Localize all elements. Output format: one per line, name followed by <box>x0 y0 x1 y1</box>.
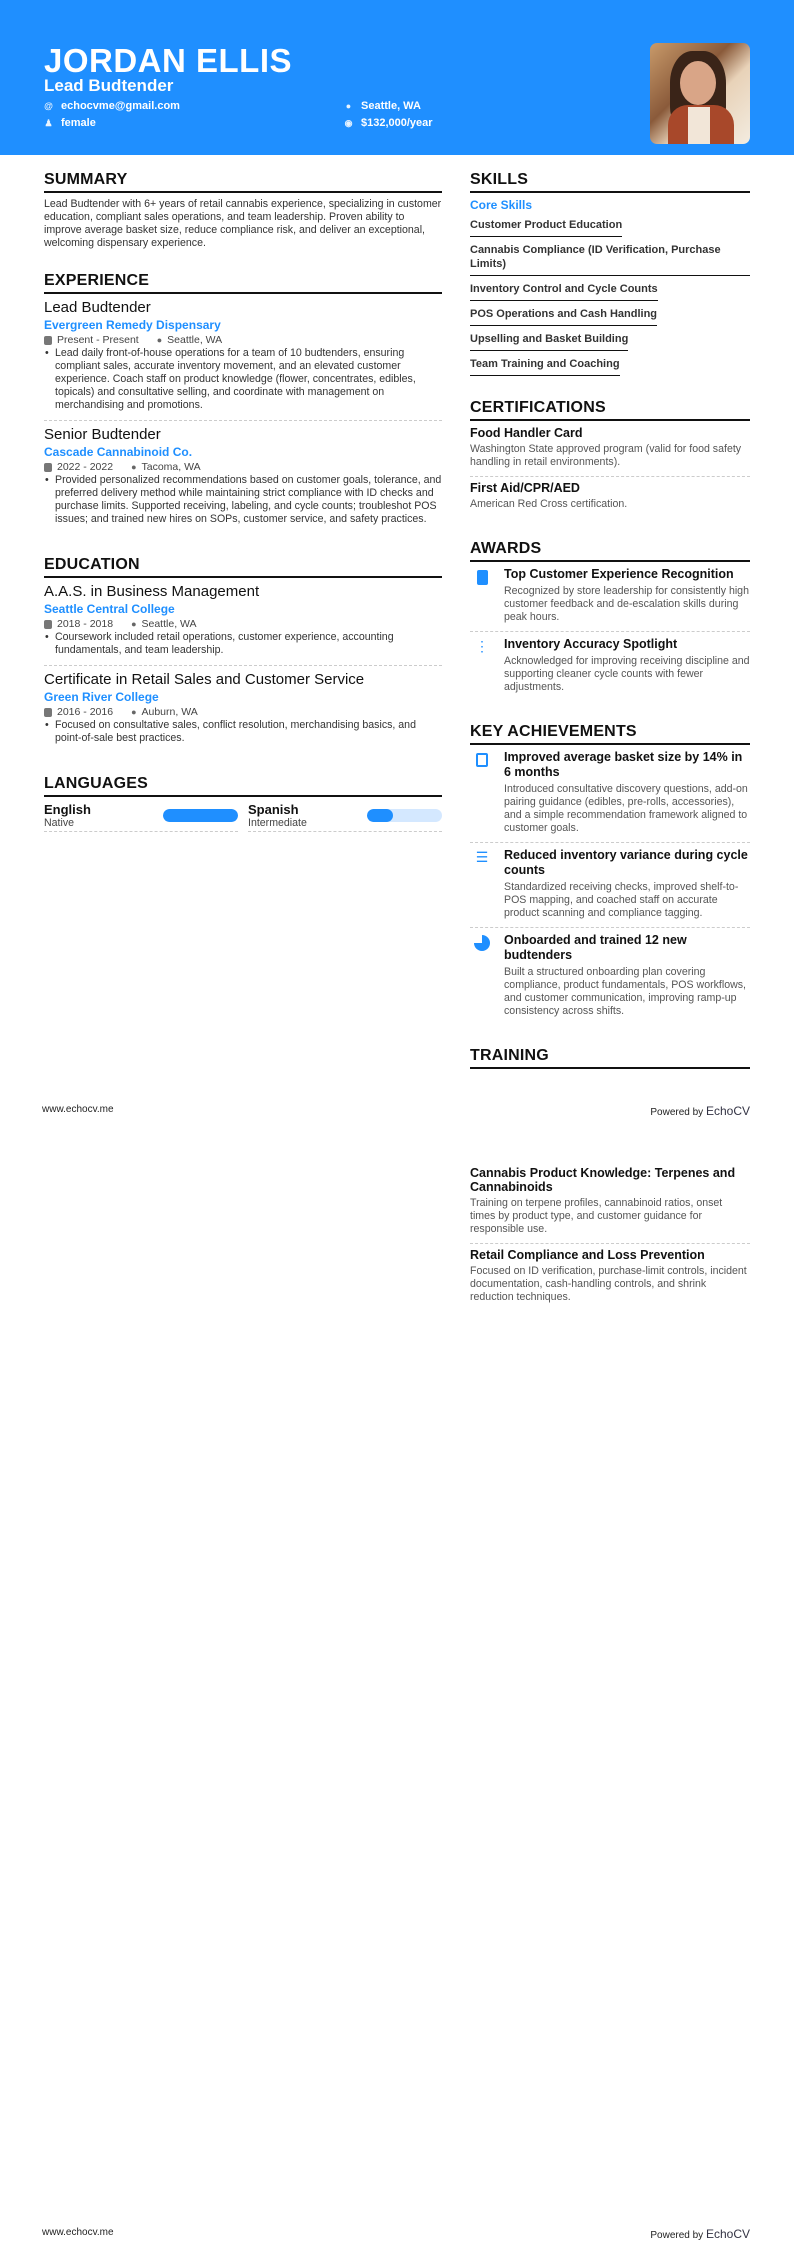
certification-item <box>470 426 750 477</box>
brand-logo: EchoCV <box>705 2227 750 2241</box>
skill-group-title: Core Skills <box>470 198 533 212</box>
header <box>0 0 794 155</box>
bullet: • Provided personalized recommendations based on customer goals, tolerance, and preferred delivery method while maintaining strict compliance with ID checks and purchase limits. Supported receiving, labeling, and cycle counts; troubleshot POS issues; and trained new hires on SOPs, customer service, and safety practices. <box>44 474 442 526</box>
summary-text: Lead Budtender with 6+ years of retail cannabis experience, specializing in customer education, compliant sales operations, and team leadership. Proven ability to improve average basket size, reduce compliance risk, and deliver an exceptional, welcoming dispensary experience. <box>44 198 442 249</box>
section-heading: TRAINING <box>470 1047 750 1069</box>
award-item <box>470 637 750 701</box>
dates-text: 2022 - 2022 <box>57 461 114 473</box>
certifications-section <box>470 399 750 518</box>
skill-item: Inventory Control and Cycle Counts <box>470 279 658 301</box>
section-heading: SUMMARY <box>44 171 442 193</box>
location-pin-icon: ● <box>156 335 163 345</box>
achievement-desc: Introduced consultative discovery questions, add-on pairing guidance (edibles, pre-rolls, accessories), and a simple recommendation framework aligned to customer goals. <box>504 783 748 834</box>
languages-section <box>44 775 442 832</box>
candidate-name: JORDAN ELLIS <box>44 42 293 79</box>
award-title: Inventory Accuracy Spotlight <box>504 637 678 651</box>
company-name: Evergreen Remedy Dispensary <box>44 318 221 332</box>
award-item <box>470 567 750 632</box>
school-name: Green River College <box>44 690 159 704</box>
summary-section <box>44 171 442 250</box>
section-heading: CERTIFICATIONS <box>470 399 750 421</box>
dates <box>44 461 113 473</box>
dates <box>44 334 139 346</box>
entry-meta <box>44 706 442 718</box>
skill-item: Customer Product Education <box>470 215 622 237</box>
calendar-icon <box>44 463 52 472</box>
training-desc: Focused on ID verification, purchase-limit controls, incident documentation, cash-handling controls, and shrink reduction techniques. <box>470 1265 747 1303</box>
bullet: • Coursework included retail operations, customer experience, accounting fundamentals, and team leadership. <box>44 631 442 657</box>
salary-text: $132,000/year <box>361 117 433 129</box>
location-text: Seattle, WA <box>167 334 223 346</box>
dates-text: 2016 - 2016 <box>57 706 114 718</box>
list-icon: ☰ <box>475 849 489 865</box>
skills-section <box>470 171 750 379</box>
achievement-item <box>470 750 750 843</box>
location-text: Auburn, WA <box>141 706 198 718</box>
skill-item: Team Training and Coaching <box>470 354 620 376</box>
language-name: Spanish <box>248 802 299 817</box>
entry-meta <box>44 334 442 346</box>
footer-powered <box>650 1104 750 1118</box>
location-text: Seattle, WA <box>141 618 197 630</box>
bullet: • Focused on consultative sales, conflict resolution, merchandising basics, and point-of-sale best practices. <box>44 719 442 745</box>
entry-meta <box>44 618 442 630</box>
language-level-bar <box>367 809 442 822</box>
footer-powered <box>650 2227 750 2241</box>
dates <box>44 706 113 718</box>
dates <box>44 618 113 630</box>
language-level-fill <box>367 809 393 822</box>
dots-icon: ⋮ <box>475 638 489 654</box>
language-name: English <box>44 802 91 817</box>
location-text: Tacoma, WA <box>141 461 201 473</box>
pie-chart-icon <box>474 934 490 1018</box>
language-level: Native <box>44 817 75 829</box>
profile-photo <box>650 43 750 144</box>
section-heading: SKILLS <box>470 171 750 193</box>
award-title: Top Customer Experience Recognition <box>504 567 734 581</box>
award-desc: Acknowledged for improving receiving discipline and supporting cleaner cycle counts with fewer adjustments. <box>504 655 750 693</box>
dates-text: 2018 - 2018 <box>57 618 114 630</box>
achievement-title: Reduced inventory variance during cycle counts <box>504 848 748 877</box>
person-icon: ♟ <box>44 117 53 128</box>
location <box>157 334 223 346</box>
section-heading: EXPERIENCE <box>44 272 442 294</box>
location-pin-icon: ● <box>131 619 137 629</box>
job-title: Lead Budtender <box>44 76 174 95</box>
dates-text: Present - Present <box>57 334 139 346</box>
degree: A.A.S. in Business Management <box>44 583 260 600</box>
location-pin-icon: ● <box>131 462 137 472</box>
calendar-icon <box>44 336 52 345</box>
section-heading: EDUCATION <box>44 556 442 578</box>
role-title: Senior Budtender <box>44 426 161 443</box>
language-level-bar <box>163 809 238 822</box>
calendar-icon <box>44 620 52 629</box>
skill-item: Upselling and Basket Building <box>470 329 628 351</box>
skill-item: POS Operations and Cash Handling <box>470 304 657 326</box>
certification-title: Food Handler Card <box>470 426 583 440</box>
footer-site: www.echocv.me <box>42 2227 114 2238</box>
training-section <box>470 1047 750 1069</box>
training-item <box>470 1248 750 1311</box>
experience-entry <box>44 299 442 421</box>
language-item <box>248 802 442 832</box>
resume-page-2 <box>0 1123 794 2246</box>
education-entry <box>44 583 442 666</box>
bullet: • Lead daily front-of-house operations for a team of 10 budtenders, ensuring compliant sales, accurate inventory movement, and an elevated customer experience. Coach staff on product knowledge (flower, concentrates, edibles, topicals) and consultative selling, and coordinate with management on merchandising and promotions. <box>44 347 442 412</box>
right-column <box>470 171 750 1091</box>
certification-desc: American Red Cross certification. <box>470 498 628 510</box>
degree: Certificate in Retail Sales and Customer Service <box>44 671 365 688</box>
role-title: Lead Budtender <box>44 299 151 316</box>
training-continued <box>470 1163 750 1315</box>
bookmark-icon <box>474 751 490 835</box>
section-heading: KEY ACHIEVEMENTS <box>470 723 750 745</box>
education-section <box>44 556 442 753</box>
contact-salary <box>344 117 433 129</box>
award-desc: Recognized by store leadership for consistently high customer feedback and de-escalation skills during peak hours. <box>504 585 749 623</box>
email-text: echocvme@gmail.com <box>61 100 180 112</box>
language-level: Intermediate <box>248 817 307 829</box>
certification-title: First Aid/CPR/AED <box>470 481 580 495</box>
contact-location <box>344 100 421 112</box>
left-column <box>44 171 442 854</box>
powered-text: Powered by <box>650 2230 704 2241</box>
contact-email <box>44 100 180 112</box>
brand-logo: EchoCV <box>705 1104 750 1118</box>
achievement-title: Onboarded and trained 12 new budtenders <box>504 933 687 962</box>
skill-item: Cannabis Compliance (ID Verification, Purchase Limits) <box>470 240 750 276</box>
awards-section <box>470 540 750 701</box>
powered-text: Powered by <box>650 1107 704 1118</box>
company-name: Cascade Cannabinoid Co. <box>44 445 193 459</box>
training-desc: Training on terpene profiles, cannabinoid ratios, onset times by product type, and customer guidance for responsible use. <box>470 1197 723 1235</box>
location-text: Seattle, WA <box>361 100 421 112</box>
training-item <box>470 1166 750 1244</box>
achievement-item <box>470 848 750 928</box>
certification-desc: Washington State approved program (valid for food safety handling in retail environments). <box>470 443 742 468</box>
achievement-title: Improved average basket size by 14% in 6 months <box>504 750 743 779</box>
location-pin-icon: ● <box>131 707 137 717</box>
money-icon: ◉ <box>344 117 353 128</box>
training-title: Cannabis Product Knowledge: Terpenes and Cannabinoids <box>470 1166 736 1194</box>
entry-meta <box>44 461 442 473</box>
achievement-desc: Standardized receiving checks, improved shelf-to-POS mapping, and coached staff on accurate product scanning and compliance tagging. <box>504 881 739 919</box>
footer-site: www.echocv.me <box>42 1104 114 1115</box>
calendar-icon <box>44 708 52 717</box>
gender-text: female <box>61 117 96 129</box>
contact-gender <box>44 117 96 129</box>
certification-item <box>470 481 750 518</box>
location <box>131 461 201 473</box>
location <box>131 618 197 630</box>
school-name: Seattle Central College <box>44 602 175 616</box>
location-pin-icon: ● <box>345 101 352 111</box>
language-item <box>44 802 238 832</box>
achievement-desc: Built a structured onboarding plan covering compliance, product fundamentals, POS workflows, and customer communication, improving ramp-up consistency across shifts. <box>504 966 747 1017</box>
training-title: Retail Compliance and Loss Prevention <box>470 1248 705 1262</box>
experience-entry <box>44 426 442 534</box>
language-level-fill <box>163 809 238 822</box>
education-entry <box>44 671 442 753</box>
achievements-section <box>470 723 750 1025</box>
at-icon: @ <box>44 101 53 111</box>
location <box>131 706 198 718</box>
section-heading: LANGUAGES <box>44 775 442 797</box>
achievement-item <box>470 933 750 1025</box>
calculator-icon <box>474 568 490 624</box>
experience-section <box>44 272 442 534</box>
section-heading: AWARDS <box>470 540 750 562</box>
